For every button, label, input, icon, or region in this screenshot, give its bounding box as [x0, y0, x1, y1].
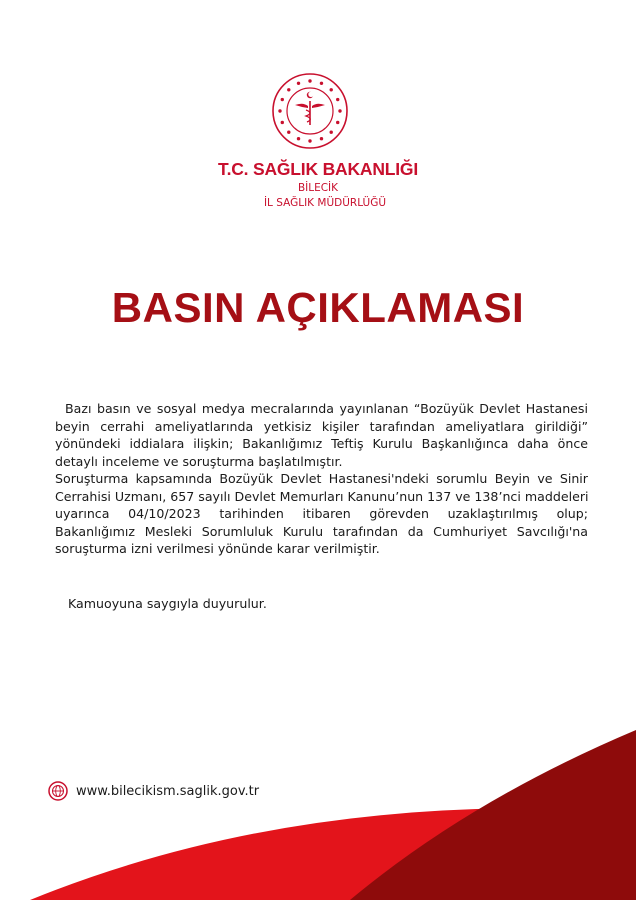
- body-line: Soruşturma kapsamında Bozüyük Devlet Hastanesi'ndeki sorumlu Beyin ve Sinir: [55, 471, 588, 486]
- ministry-name: T.C. SAĞLIK BAKANLIĞI: [218, 159, 418, 179]
- province-name: BİLECİK: [297, 182, 339, 194]
- body-line: soruşturma izni verilmesi yönünde karar verilmiştir.: [55, 541, 380, 556]
- closing-line: Kamuoyuna saygıyla duyurulur.: [68, 596, 267, 611]
- body-line: Bazı basın ve sosyal medya mecralarında yayınlanan “Bozüyük Devlet Hastanesi: [65, 401, 588, 416]
- website-url[interactable]: www.bilecikism.saglik.gov.tr: [76, 783, 260, 799]
- body-line: uyarınca 04/10/2023 tarihinden itibaren görevden uzaklaştırılmış olup;: [55, 506, 588, 521]
- body-line: Cerrahisi Uzmanı, 657 sayılı Devlet Memurları Kanunu’nun 137 ve 138’nci maddeleri: [55, 488, 589, 504]
- body-line: Bakanlığımız Mesleki Sorumluluk Kurulu tarafından da Cumhuriyet Savcılığı'na: [55, 523, 588, 539]
- directorate-name: İL SAĞLIK MÜDÜRLÜĞÜ: [263, 197, 387, 209]
- body-line: beyin cerrahi ameliyatlarında yetkisiz kişiler tarafından ameliyatlara girildiği”: [55, 418, 588, 434]
- website-link[interactable]: [48, 781, 259, 801]
- body-line: detaylı inceleme ve soruşturma başlatılmıştır.: [55, 453, 343, 469]
- page-title: BASIN AÇIKLAMASI: [111, 284, 525, 331]
- globe-icon: [48, 781, 68, 801]
- body-line: yönündeki iddialara ilişkin; Bakanlığımız Teftiş Kurulu Başkanlığınca daha önce: [55, 436, 588, 451]
